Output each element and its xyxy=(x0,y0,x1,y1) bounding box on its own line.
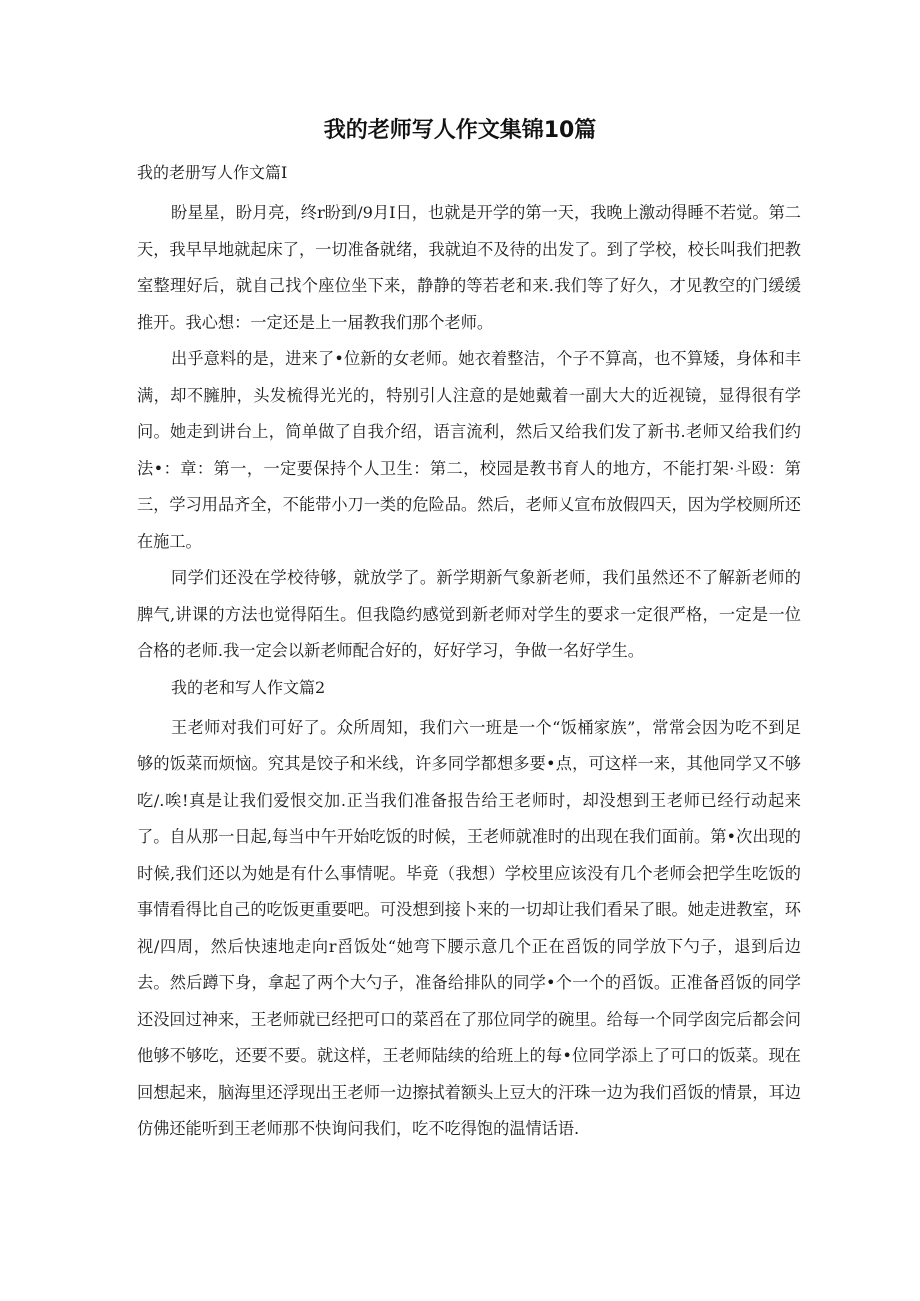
paragraph: 出乎意料的是，进来了•位新的女老师。她衣着整洁，个子不算高，也不算矮，身体和丰满，却不臃肿，头发梳得光光的，特别引人注意的是她戴着一副大大的近视镜，显得很有学问。她走到讲台上，简单做了自我介绍，语言流利，然后又给我们发了新书.老师又给我们约法•：章：第一，一定要保持个人卫生：第二，校园是教书育人的地方，不能打架·斗殴：第三，学习用品齐全，不能带小刀一类的危险品。然后，老师乂宣布放假四天，因为学校厕所还在施工。 xyxy=(137,349,801,551)
document-body xyxy=(137,158,801,1148)
paragraph: 盼星星，盼月亮，终r盼到/9月I日，也就是开学的第一天，我晚上激动得睡不若觉。第二天，我早早地就起床了，一切准备就绪，我就迫不及待的出发了。到了学校，校长叫我们把教室整理好后，就自己找个座位坐下来，静静的等若老和来.我们等了好久，才见教空的门缓缓推开。我心想：一定还是上一届教我们那个老师。 xyxy=(137,203,801,332)
document-title: 我的老师写人作文集锦10篇 xyxy=(323,118,597,143)
section-heading-2: 我的老和写人作文篇2 xyxy=(171,677,326,697)
section-heading-1: 我的老册写人作文篇I xyxy=(137,163,288,182)
paragraph: 王老师对我们可好了。众所周知，我们六一班是一个“饭桶家族”，常常会因为吃不到足够的饭菜而烦恼。究其是饺子和米线，许多同学都想多要•点，可这样一来，其他同学又不够吃/.唉!真是让我们爱恨交加.正当我们准备报告给王老师时，却没想到王老师已经行动起来了。自从那一日起,每当中午开始吃饭的时候，王老师就准时的出现在我们面前。第•次出现的时候,我们还以为她是有什么事情呢。毕竟（我想）学校里应该没有几个老师会把学生吃饭的事情看得比自己的吃饭更重要吧。可没想到接卜来的一切却让我们看呆了眼。她走进教室，环视/四周，然后快速地走向r舀饭处“她弯下腰示意几个正在舀饭的同学放下勺子，退到后边去。然后蹲下身，拿起了两个大勺子，准备给排队的同学•个一个的舀饭。正准备舀饭的同学还没回过神来，王老师就已经把可口的菜舀在了那位同学的碗里。给每一个同学囱完后都会问他够不够吃，还要不要。就这样，王老师陆续的给班上的每•位同学添上了可口的饭菜。现在回想起来，脑海里还浮现出王老师一边擦拭着额头上豆大的汗珠一边为我们舀饭的情景，耳边仿佛还能听到王老师那不快询问我们，吃不吃得饱的温情话语. xyxy=(137,717,801,1138)
paragraph: 同学们还没在学校待够，就放学了。新学期新气象新老师，我们虽然还不了解新老师的脾气,讲课的方法也觉得陌生。但我隐约感觉到新老师对学生的要求一定很严格，一定是一位合格的老师.我一定会以新老师配合好的，好好学习，争做一名好学生。 xyxy=(137,568,801,660)
